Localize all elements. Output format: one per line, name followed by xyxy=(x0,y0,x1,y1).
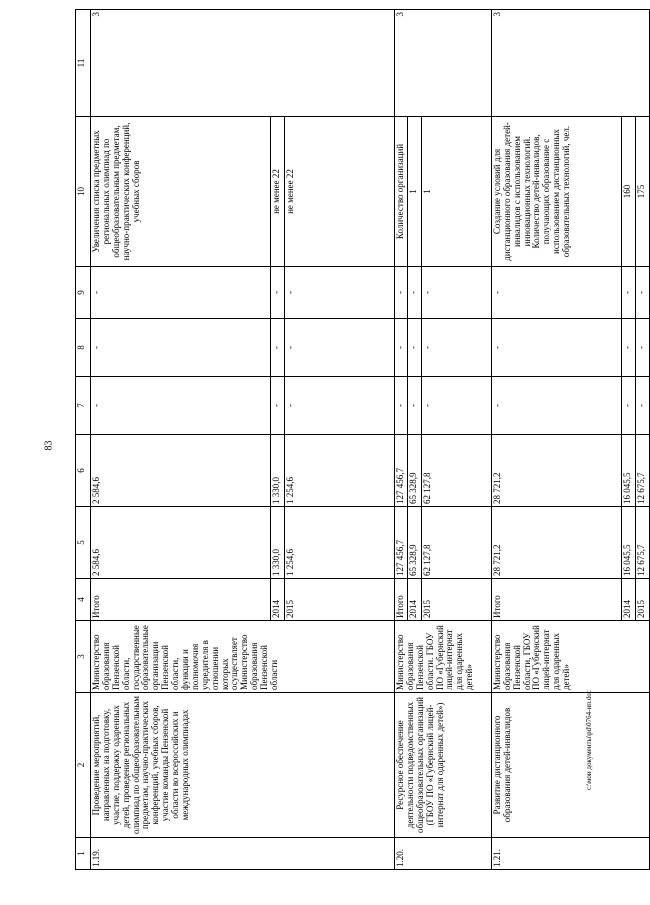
year-label: 2015 xyxy=(421,579,491,621)
value-cell: - xyxy=(635,267,649,319)
table-row xyxy=(395,10,408,870)
value-cell: - xyxy=(621,319,635,377)
indicator-cell: не менее 22 xyxy=(271,117,285,267)
value-cell: - xyxy=(271,377,285,435)
value-cell: 28 721,2 xyxy=(491,435,621,507)
header-cell: 7 xyxy=(76,377,91,435)
value-cell: - xyxy=(91,319,271,377)
header-cell: 6 xyxy=(76,435,91,507)
value-cell: 1 330,0 xyxy=(271,507,285,579)
value-cell: 1 254,6 xyxy=(285,435,395,507)
value-cell: 127 456,7 xyxy=(395,435,408,507)
total-label: Итого xyxy=(491,579,621,621)
executor: Министерство образования Пензенской области. ГБОУ ПО «Губернский лицей-интернат для одаренных детей» xyxy=(395,621,492,693)
year-label: 2014 xyxy=(621,579,635,621)
total-label: Итого xyxy=(395,579,408,621)
value-cell: 62 127,8 xyxy=(421,507,491,579)
value-cell: - xyxy=(635,377,649,435)
value-cell: - xyxy=(395,319,408,377)
table-row xyxy=(91,10,271,870)
value-cell: 12 675,7 xyxy=(635,507,649,579)
value-cell: 127 456,7 xyxy=(395,507,408,579)
header-cell: 4 xyxy=(76,579,91,621)
indicator-cell: Количество организаций xyxy=(395,117,408,267)
indicator-cell: 175 xyxy=(635,117,649,267)
header-cell: 5 xyxy=(76,507,91,579)
value-cell: - xyxy=(285,377,395,435)
value-cell: 1 254,6 xyxy=(285,507,395,579)
header-cell: 2 xyxy=(76,693,91,838)
program-table xyxy=(75,9,650,870)
indicator-cell: 160 xyxy=(621,117,635,267)
value-cell: - xyxy=(421,267,491,319)
footer-file-path: c:\мои документы\pd\0764-ип.doc xyxy=(585,690,593,790)
value-cell: 12 675,7 xyxy=(635,435,649,507)
value-cell: - xyxy=(421,319,491,377)
header-cell: 8 xyxy=(76,319,91,377)
value-cell: - xyxy=(621,267,635,319)
value-cell: - xyxy=(635,319,649,377)
header-cell: 9 xyxy=(76,267,91,319)
year-label: 2015 xyxy=(285,579,395,621)
extra-cell: 3 xyxy=(91,10,395,117)
activity-name: Проведение мероприятий, направленных на подготовку, участие, поддержку одаренных детей, проведение региональных олимпиад по общеобразовательным предметам, научно-практических конференций, учебных сборов, участие команды Пензенской области во всероссийских и международных олимпиадах xyxy=(91,693,395,838)
year-label: 2014 xyxy=(271,579,285,621)
value-cell: 16 045,5 xyxy=(621,507,635,579)
header-cell: 3 xyxy=(76,621,91,693)
indicator-cell: Увеличения списка предметных региональных олимпиад по общеобразовательным предметам, научно-практических конференций, учебных сборов xyxy=(91,117,271,267)
year-label: 2014 xyxy=(407,579,421,621)
value-cell: 16 045,5 xyxy=(621,435,635,507)
header-cell: 1 xyxy=(76,838,91,870)
indicator-cell: 1 xyxy=(407,117,421,267)
value-cell: - xyxy=(407,377,421,435)
value-cell: 1 330,0 xyxy=(271,435,285,507)
header-cell: 11 xyxy=(76,10,91,117)
value-cell: - xyxy=(285,319,395,377)
value-cell: - xyxy=(491,267,621,319)
value-cell: - xyxy=(491,319,621,377)
value-cell: 65 328,9 xyxy=(407,507,421,579)
header-row xyxy=(76,10,91,870)
value-cell: - xyxy=(621,377,635,435)
value-cell: - xyxy=(407,267,421,319)
extra-cell: 3 xyxy=(491,10,649,117)
value-cell: - xyxy=(285,267,395,319)
row-number: 1.20. xyxy=(395,838,492,870)
page-number: 83 xyxy=(43,440,55,451)
rotated-table-wrapper xyxy=(75,10,646,870)
activity-name: Развитие дистанционного образования детей-инвалидов xyxy=(491,693,649,838)
table-row xyxy=(491,10,621,870)
value-cell: - xyxy=(395,377,408,435)
value-cell: - xyxy=(421,377,491,435)
total-label: Итого xyxy=(91,579,271,621)
value-cell: - xyxy=(491,377,621,435)
value-cell: - xyxy=(271,267,285,319)
executor: Министерство образования Пензенской области, ГБОУ ПО «Губернский лицей-интернат для одаренных детей» xyxy=(491,621,649,693)
header-cell: 10 xyxy=(76,117,91,267)
year-label: 2015 xyxy=(635,579,649,621)
value-cell: 62 127,8 xyxy=(421,435,491,507)
indicator-cell: 1 xyxy=(421,117,491,267)
row-number: 1.19. xyxy=(91,838,395,870)
value-cell: - xyxy=(407,319,421,377)
value-cell: - xyxy=(91,377,271,435)
value-cell: 28 721,2 xyxy=(491,507,621,579)
value-cell: 2 584,6 xyxy=(91,507,271,579)
indicator-cell: не менее 22 xyxy=(285,117,395,267)
extra-cell: 3 xyxy=(395,10,492,117)
indicator-cell: Создание условий для дистанционного образования детей-инвалидов с использованием инновационных технологий. Количество детей-инвалидов, получающих образование с использованием дистанционных образовательных технологий, чел. xyxy=(491,117,621,267)
value-cell: 2 584,6 xyxy=(91,435,271,507)
value-cell: 65 328,9 xyxy=(407,435,421,507)
executor: Министерство образования Пензенской области, государственные образовательные организации Пензенской области, функции и полномочия учредителя в отношении которых осуществляет Министерство образования Пензенской области xyxy=(91,621,395,693)
row-number: 1.21. xyxy=(491,838,649,870)
value-cell: - xyxy=(395,267,408,319)
activity-name: Ресурсное обеспечение деятельности подведомственных общеобразовательных организаций (ГБОУ ПО «Губернский лицей-интернат для одаренных детей») xyxy=(395,693,492,838)
value-cell: - xyxy=(271,319,285,377)
value-cell: - xyxy=(91,267,271,319)
